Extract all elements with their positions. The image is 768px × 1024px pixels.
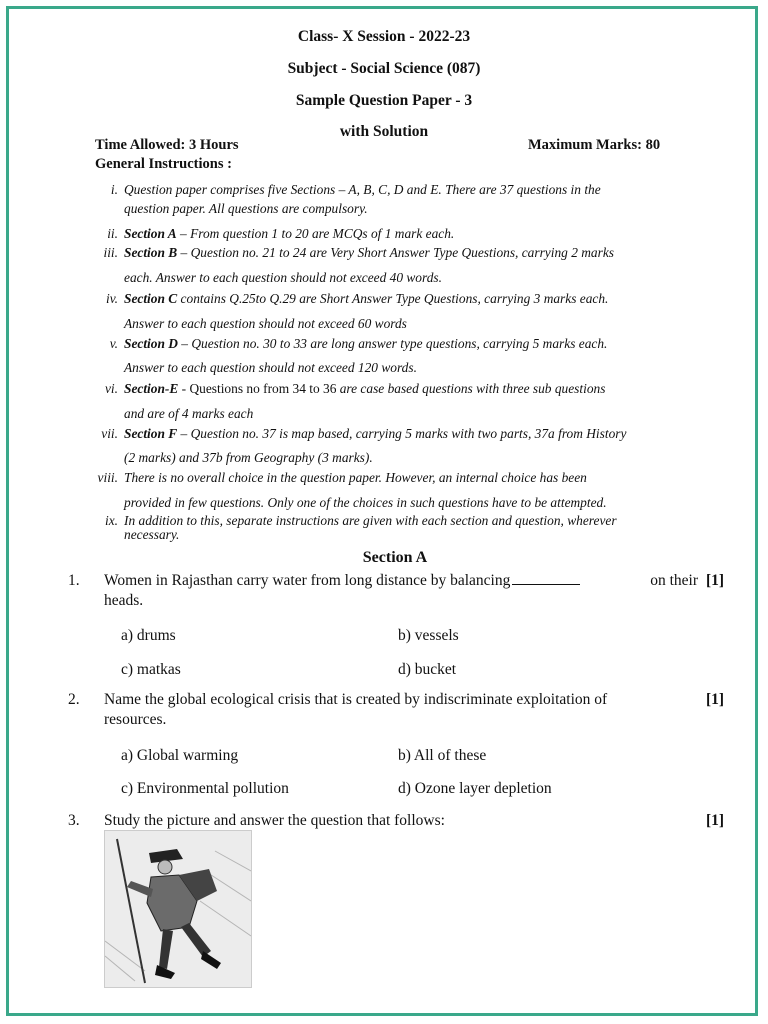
section-label: Section-E	[124, 381, 179, 396]
instruction-text: each. Answer to each question should not exceed 40 words.	[124, 270, 442, 285]
instruction-plain: - Questions no from 34 to 36	[178, 381, 340, 396]
instruction-number: vii.	[101, 426, 118, 441]
instruction-item	[92, 513, 702, 547]
instruction-text	[124, 426, 694, 442]
instruction-number: viii.	[97, 470, 118, 485]
question-text-part: on their	[650, 572, 698, 589]
with-solution-heading: with Solution	[339, 123, 429, 140]
section-label: Section C	[124, 291, 178, 306]
instruction-text: and are of 4 marks each	[124, 406, 254, 421]
option-b: b) All of these	[398, 747, 487, 764]
instruction-item	[92, 470, 702, 510]
instruction-number: vi.	[104, 381, 118, 396]
section-a-title: Section A	[362, 549, 428, 566]
section-label: Section D	[124, 336, 178, 351]
question-text: Name the global ecological crisis that is created by indiscriminate exploitation of	[104, 691, 608, 708]
option-c: c) matkas	[121, 661, 181, 678]
option-d: d) bucket	[398, 661, 457, 678]
instruction-rest: are case based questions with three sub questions	[339, 381, 606, 396]
section-label: Section A	[124, 226, 177, 241]
instruction-item	[92, 336, 702, 376]
question-marks: [1]	[706, 812, 725, 829]
instruction-text	[124, 291, 694, 307]
instruction-text: Answer to each question should not exceed 120 words.	[124, 360, 417, 375]
question-number: 3.	[68, 812, 80, 829]
instruction-text: There is no overall choice in the question paper. However, an internal choice has been	[124, 470, 587, 485]
instruction-number: i.	[110, 182, 118, 197]
question-text-continued: resources.	[104, 711, 167, 728]
option-a: a) drums	[121, 627, 176, 644]
instruction-item	[92, 226, 702, 246]
instruction-item	[92, 182, 702, 222]
instruction-rest: – From question 1 to 20 are MCQs of 1 mark each.	[176, 226, 455, 241]
instruction-rest: – Question no. 21 to 24 are Very Short Answer Type Questions, carrying 2 marks	[177, 245, 614, 260]
maximum-marks: Maximum Marks: 80	[528, 137, 661, 153]
instruction-text: provided in few questions. Only one of the choices in such questions have to be attempted.	[124, 495, 607, 510]
question-number: 2.	[68, 691, 80, 708]
instruction-text	[124, 245, 694, 261]
question-marks: [1]	[706, 691, 725, 708]
napoleon-engraving-illustration	[105, 831, 251, 987]
option-d: d) Ozone layer depletion	[398, 780, 552, 797]
instruction-rest: – Question no. 37 is map based, carrying 5 marks with two parts, 37a from History	[177, 426, 627, 441]
instruction-item	[92, 381, 702, 421]
instruction-item	[92, 291, 702, 331]
instruction-text: In addition to this, separate instructions are given with each section and question, wherever	[124, 513, 617, 528]
instruction-number: v.	[109, 336, 118, 351]
instruction-item	[92, 245, 702, 285]
paper-title: Sample Question Paper - 3	[295, 92, 473, 109]
question-text-continued: heads.	[104, 592, 144, 609]
instruction-rest: – Question no. 30 to 33 are long answer type questions, carrying 5 marks each.	[177, 336, 608, 351]
instruction-number: ix.	[104, 513, 118, 528]
general-instructions-title: General Instructions :	[95, 156, 232, 172]
option-c: c) Environmental pollution	[121, 780, 289, 797]
instruction-text	[124, 226, 694, 242]
question-text	[104, 572, 698, 590]
question-text-part: Women in Rajasthan carry water from long distance by balancing	[104, 572, 511, 589]
instruction-text: question paper. All questions are compulsory.	[124, 201, 368, 216]
question-number: 1.	[68, 572, 80, 589]
section-label: Section B	[124, 245, 178, 260]
instruction-number: ii.	[107, 226, 118, 241]
option-a: a) Global warming	[121, 747, 239, 764]
time-allowed: Time Allowed: 3 Hours	[95, 137, 239, 153]
instruction-text: Question paper comprises five Sections – A, B, C, D and E. There are 37 questions in the	[124, 182, 601, 197]
question-text: Study the picture and answer the question that follows:	[104, 812, 445, 829]
instruction-number: iii.	[103, 245, 118, 260]
instruction-text	[124, 336, 694, 352]
instruction-text: Answer to each question should not exceed 60 words	[124, 316, 407, 331]
instruction-number: iv.	[105, 291, 118, 306]
option-b: b) vessels	[398, 627, 459, 644]
question-marks: [1]	[706, 572, 725, 589]
instruction-text	[124, 381, 694, 397]
subject-heading: Subject - Social Science (087)	[287, 60, 481, 77]
class-session-heading: Class- X Session - 2022-23	[297, 28, 471, 45]
question-picture	[104, 830, 252, 988]
instruction-item	[92, 426, 702, 466]
instruction-text: (2 marks) and 37b from Geography (3 marks).	[124, 450, 373, 465]
fill-in-blank	[512, 572, 580, 585]
instruction-text: necessary.	[124, 527, 180, 542]
instruction-rest: contains Q.25to Q.29 are Short Answer Type Questions, carrying 3 marks each.	[177, 291, 609, 306]
section-label: Section F	[124, 426, 178, 441]
